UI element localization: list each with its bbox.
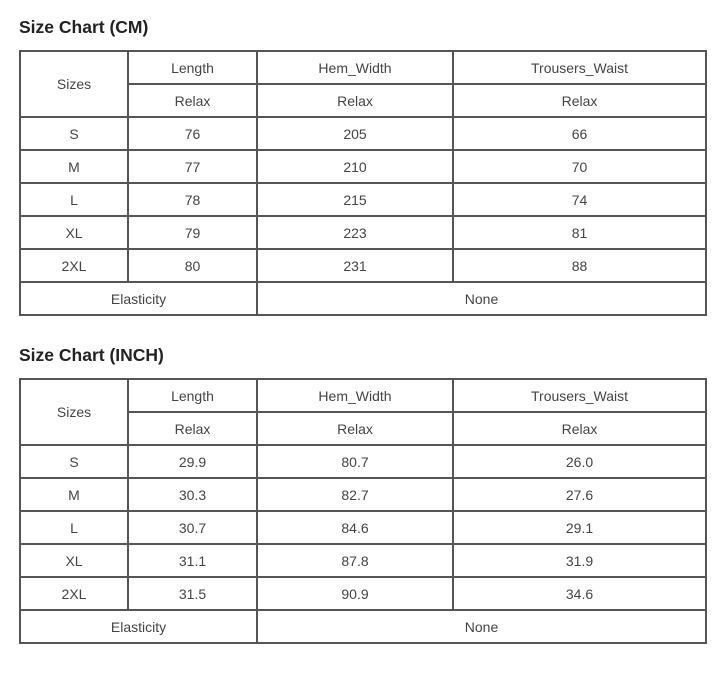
length-cell: 76 xyxy=(128,117,257,150)
elasticity-row xyxy=(20,282,706,315)
elasticity-row xyxy=(20,610,706,643)
trousers-waist-cell: 70 xyxy=(453,150,706,183)
table-row xyxy=(20,544,706,577)
size-cell: M xyxy=(20,150,128,183)
length-cell: 31.5 xyxy=(128,577,257,610)
length-cell: 78 xyxy=(128,183,257,216)
trousers-waist-fit: Relax xyxy=(453,412,706,445)
sizes-header: Sizes xyxy=(20,379,128,445)
size-cell: M xyxy=(20,478,128,511)
table-row xyxy=(20,478,706,511)
hem-width-cell: 223 xyxy=(257,216,453,249)
table-row xyxy=(20,249,706,282)
hem-width-cell: 231 xyxy=(257,249,453,282)
size-cell: 2XL xyxy=(20,577,128,610)
length-header: Length xyxy=(128,379,257,412)
hem-width-cell: 90.9 xyxy=(257,577,453,610)
size-cell: S xyxy=(20,445,128,478)
length-header: Length xyxy=(128,51,257,84)
trousers-waist-cell: 88 xyxy=(453,249,706,282)
size-cell: S xyxy=(20,117,128,150)
trousers-waist-cell: 74 xyxy=(453,183,706,216)
size-cell: L xyxy=(20,183,128,216)
size-chart-cm-table xyxy=(19,50,707,316)
hem-width-cell: 215 xyxy=(257,183,453,216)
header-row xyxy=(20,379,706,412)
elasticity-label: Elasticity xyxy=(20,610,257,643)
hem-width-fit: Relax xyxy=(257,84,453,117)
sizes-header: Sizes xyxy=(20,51,128,117)
length-cell: 30.7 xyxy=(128,511,257,544)
elasticity-label: Elasticity xyxy=(20,282,257,315)
size-cell: XL xyxy=(20,544,128,577)
trousers-waist-header: Trousers_Waist xyxy=(453,51,706,84)
trousers-waist-cell: 26.0 xyxy=(453,445,706,478)
table-row xyxy=(20,445,706,478)
hem-width-cell: 205 xyxy=(257,117,453,150)
size-chart-cm-title: Size Chart (CM) xyxy=(19,17,149,37)
table-row xyxy=(20,183,706,216)
trousers-waist-cell: 81 xyxy=(453,216,706,249)
hem-width-cell: 87.8 xyxy=(257,544,453,577)
size-cell: XL xyxy=(20,216,128,249)
length-cell: 79 xyxy=(128,216,257,249)
table-row xyxy=(20,117,706,150)
length-fit: Relax xyxy=(128,84,257,117)
length-fit: Relax xyxy=(128,412,257,445)
hem-width-cell: 82.7 xyxy=(257,478,453,511)
hem-width-cell: 84.6 xyxy=(257,511,453,544)
elasticity-value: None xyxy=(257,610,706,643)
length-cell: 30.3 xyxy=(128,478,257,511)
size-cell: 2XL xyxy=(20,249,128,282)
length-cell: 77 xyxy=(128,150,257,183)
hem-width-cell: 210 xyxy=(257,150,453,183)
table-row xyxy=(20,216,706,249)
hem-width-cell: 80.7 xyxy=(257,445,453,478)
trousers-waist-cell: 27.6 xyxy=(453,478,706,511)
size-cell: L xyxy=(20,511,128,544)
length-cell: 29.9 xyxy=(128,445,257,478)
table-row xyxy=(20,511,706,544)
hem-width-header: Hem_Width xyxy=(257,379,453,412)
hem-width-fit: Relax xyxy=(257,412,453,445)
table-row xyxy=(20,150,706,183)
trousers-waist-cell: 31.9 xyxy=(453,544,706,577)
header-row xyxy=(20,51,706,84)
size-chart-inch-table xyxy=(19,378,707,644)
trousers-waist-fit: Relax xyxy=(453,84,706,117)
trousers-waist-cell: 29.1 xyxy=(453,511,706,544)
trousers-waist-cell: 66 xyxy=(453,117,706,150)
trousers-waist-cell: 34.6 xyxy=(453,577,706,610)
trousers-waist-header: Trousers_Waist xyxy=(453,379,706,412)
length-cell: 80 xyxy=(128,249,257,282)
length-cell: 31.1 xyxy=(128,544,257,577)
elasticity-value: None xyxy=(257,282,706,315)
table-row xyxy=(20,577,706,610)
hem-width-header: Hem_Width xyxy=(257,51,453,84)
size-chart-inch-title: Size Chart (INCH) xyxy=(19,345,164,365)
